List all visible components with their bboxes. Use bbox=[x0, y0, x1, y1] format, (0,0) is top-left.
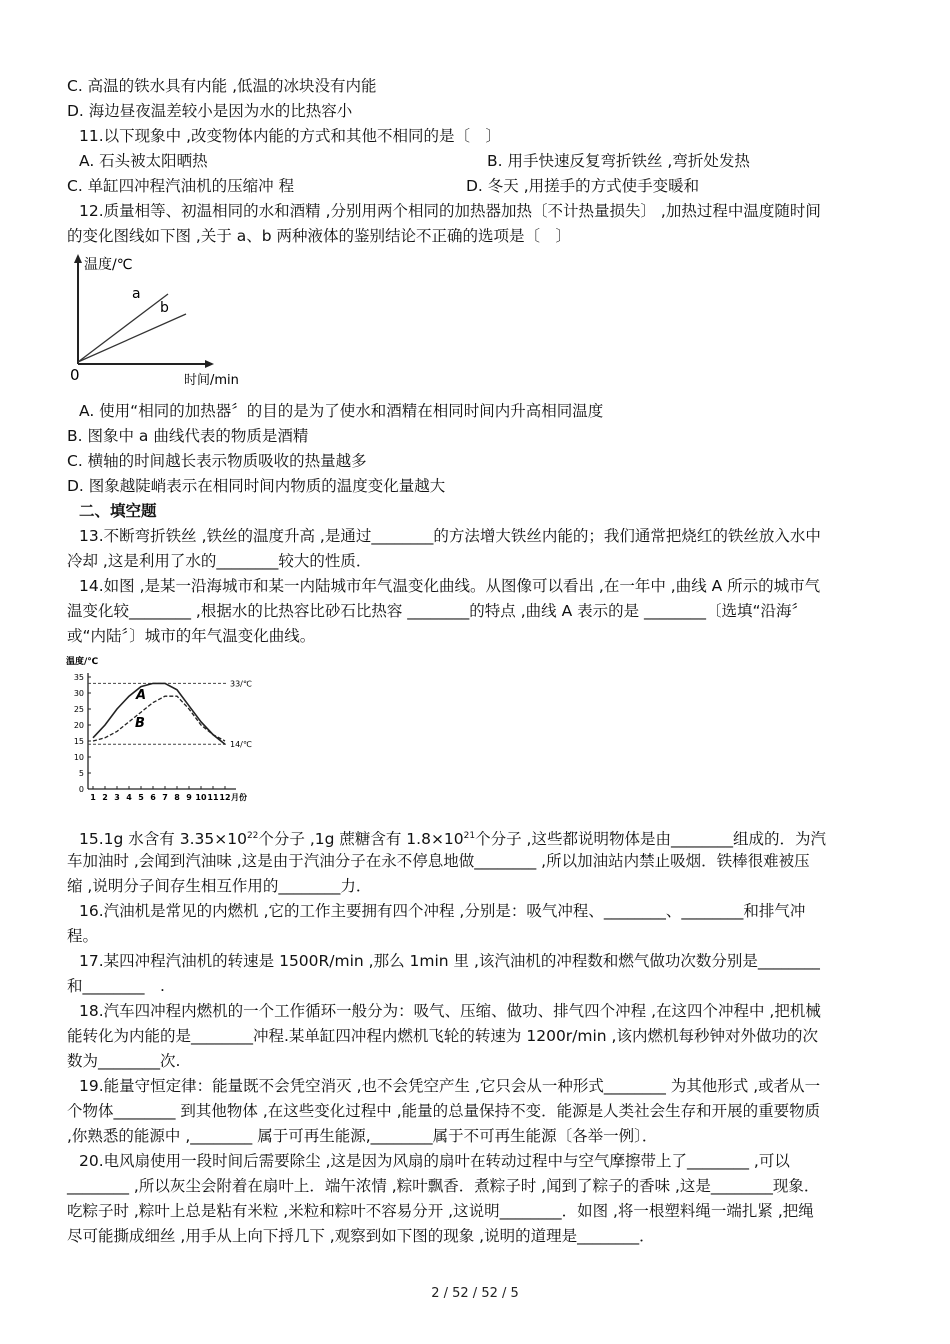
y-tick-label: 0 bbox=[78, 785, 84, 794]
question-14-line1: 14.如图 ,是某一沿海城市和某一内陆城市年气温变化曲线。从图像可以看出 ,在一年中 ,曲线 A 所示的城市气 bbox=[79, 577, 821, 595]
section-title-fill-in: 二、填空题 bbox=[79, 502, 157, 520]
page-footer: 2 / 52 / 52 / 5 bbox=[431, 1286, 519, 1301]
figure-annual-temperature bbox=[66, 655, 266, 807]
x-tick-label: 1 bbox=[90, 793, 96, 802]
series-line-a bbox=[93, 683, 225, 744]
question-18-line3: 数为________次. bbox=[67, 1052, 181, 1070]
y-tick-label: 10 bbox=[73, 753, 84, 762]
x-axis-label: 月份 bbox=[231, 793, 247, 802]
option-a-q11: A. 石头被太阳晒热 bbox=[79, 152, 208, 170]
y-tick-label: 15 bbox=[73, 737, 84, 746]
curve-label-a: A bbox=[136, 688, 147, 703]
y-axis-label: 温度/℃ bbox=[84, 257, 133, 273]
question-13-line1: 13.不断弯折铁丝 ,铁丝的温度升高 ,是通过________的方法增大铁丝内能的；我们通常把烧红的铁丝放入水中 bbox=[79, 527, 821, 545]
option-d-q12: D. 图象越陡峭表示在相同时间内物质的温度变化量越大 bbox=[67, 477, 446, 495]
question-17-line2: 和________ . bbox=[67, 977, 165, 995]
x-tick-label: 9 bbox=[186, 793, 192, 802]
series-line-b bbox=[93, 696, 225, 741]
reference-label: 14/℃ bbox=[230, 740, 252, 750]
x-tick-label: 11 bbox=[207, 793, 219, 802]
question-14-line2: 温变化较________ ,根据水的比热容比砂石比热容 ________的特点 ,曲线 A 表示的是 ________〔选填“沿海〞 bbox=[67, 602, 808, 620]
option-d-q11: D. 冬天 ,用搓手的方式使手变暖和 bbox=[466, 177, 700, 195]
x-tick-label: 6 bbox=[150, 793, 156, 802]
option-d-q10: D. 海边昼夜温差较小是因为水的比热容小 bbox=[67, 102, 353, 120]
figure-temperature-time bbox=[64, 252, 246, 390]
question-18-line2: 能转化为内能的是________冲程.某单缸四冲程内燃机飞轮的转速为 1200r/min ,该内燃机每秒钟对外做功的次 bbox=[67, 1027, 818, 1045]
option-c-q11: C. 单缸四冲程汽油机的压缩冲 程 bbox=[67, 177, 295, 195]
y-tick-label: 25 bbox=[73, 705, 84, 714]
question-15-line2: 车加油时 ,会闻到汽油味 ,这是由于汽油分子在永不停息地做________ ,所以加油站内禁止吸烟．铁棒很难被压 bbox=[67, 852, 810, 870]
x-tick-label: 3 bbox=[114, 793, 120, 802]
reference-label: 33/℃ bbox=[230, 679, 252, 689]
y-tick-label: 5 bbox=[78, 769, 84, 778]
y-tick-label: 30 bbox=[73, 689, 84, 698]
y-tick-label: 20 bbox=[73, 721, 84, 730]
label-b: b bbox=[160, 300, 169, 316]
question-18-line1: 18.汽车四冲程内燃机的一个工作循环一般分为：吸气、压缩、做功、排气四个冲程 ,在这四个冲程中 ,把机械 bbox=[79, 1002, 821, 1020]
question-16-line2: 程。 bbox=[67, 927, 99, 945]
curve-label-b: B bbox=[135, 716, 145, 731]
question-15-line3: 缩 ,说明分子间存生相互作用的________力． bbox=[67, 877, 372, 895]
chart-ylabel: 温度/℃ bbox=[66, 657, 99, 667]
question-12-line1: 12.质量相等、初温相同的水和酒精 ,分别用两个相同的加热器加热〔不计热量损失〕 ,加热过程中温度随时间 bbox=[79, 202, 821, 220]
question-20-line2: ________ ,所以灰尘会附着在扇叶上．端午浓情 ,粽叶飘香．煮粽子时 ,闻到了粽子的香味 ,这是________现象． bbox=[67, 1177, 820, 1195]
label-a: a bbox=[132, 286, 141, 302]
x-tick-label: 12 bbox=[219, 793, 231, 802]
question-20-line4: 尽可能撕成细丝 ,用手从上向下捋几下 ,观察到如下图的现象 ,说明的道理是________． bbox=[67, 1227, 655, 1245]
option-a-q12: A. 使用“相同的加热器〞的目的是为了使水和酒精在相同时间内升高相同温度 bbox=[79, 402, 604, 420]
question-11: 11.以下现象中 ,改变物体内能的方式和其他不相同的是〔 〕 bbox=[79, 127, 502, 145]
x-tick-label: 5 bbox=[138, 793, 144, 802]
question-19-line3: ,你熟悉的能源中 ,________ 属于可再生能源,________属于不可再生能源〔各举一例〕． bbox=[67, 1127, 658, 1145]
question-16-line1: 16.汽油机是常见的内燃机 ,它的工作主要拥有四个冲程 ,分别是：吸气冲程、________、________和排气冲 bbox=[79, 902, 806, 920]
x-tick-label: 7 bbox=[162, 793, 168, 802]
question-20-line3: 吃粽子时 ,粽叶上总是粘有米粒 ,米粒和粽叶不容易分开 ,这说明________．如图 ,将一根塑料绳一端扎紧 ,把绳 bbox=[67, 1202, 814, 1220]
question-19-line2: 个物体________ 到其他物体 ,在这些变化过程中 ,能量的总量保持不变．能源是人类社会生存和开展的重要物质 bbox=[67, 1102, 821, 1120]
question-13-line2: 冷却 ,这是利用了水的________较大的性质． bbox=[67, 552, 372, 570]
option-b-q11: B. 用手快速反复弯折铁丝 ,弯折处发热 bbox=[487, 152, 750, 170]
x-tick-label: 2 bbox=[102, 793, 108, 802]
x-axis-label: 时间/min bbox=[184, 373, 239, 388]
origin-label: 0 bbox=[70, 366, 80, 384]
question-17-line1: 17.某四冲程汽油机的转速是 1500R/min ,那么 1min 里 ,该汽油机的冲程数和燃气做功次数分别是________ bbox=[79, 952, 820, 970]
question-15-line1: 15.1g 水含有 $3.35\times 10^{22}$个分子 ,1g 蔗糖含有 $1.8\times 10^{21}$个分子 ,这些都说明物体是由________组成的．为汽 bbox=[79, 830, 826, 849]
question-20-line1: 20.电风扇使用一段时间后需要除尘 ,这是因为风扇的扇叶在转动过程中与空气摩擦带上了________ ,可以 bbox=[79, 1152, 790, 1170]
question-14-line3: 或“内陆〞〕城市的年气温变化曲线。 bbox=[67, 627, 316, 645]
x-tick-label: 4 bbox=[126, 793, 132, 802]
option-c-q10: C. 高温的铁水具有内能 ,低温的冰块没有内能 bbox=[67, 77, 377, 95]
option-b-q12: B. 图象中 a 曲线代表的物质是酒精 bbox=[67, 427, 309, 445]
question-12-line2: 的变化图线如下图 ,关于 a、b 两种液体的鉴别结论不正确的选项是〔 〕 bbox=[67, 227, 572, 245]
x-tick-label: 8 bbox=[174, 793, 180, 802]
y-tick-label: 35 bbox=[73, 673, 84, 682]
question-19-line1: 19.能量守恒定律：能量既不会凭空消灭 ,也不会凭空产生 ,它只会从一种形式________ 为其他形式 ,或者从一 bbox=[79, 1077, 821, 1095]
option-c-q12: C. 横轴的时间越长表示物质吸收的热量越多 bbox=[67, 452, 367, 470]
x-tick-label: 10 bbox=[195, 793, 207, 802]
